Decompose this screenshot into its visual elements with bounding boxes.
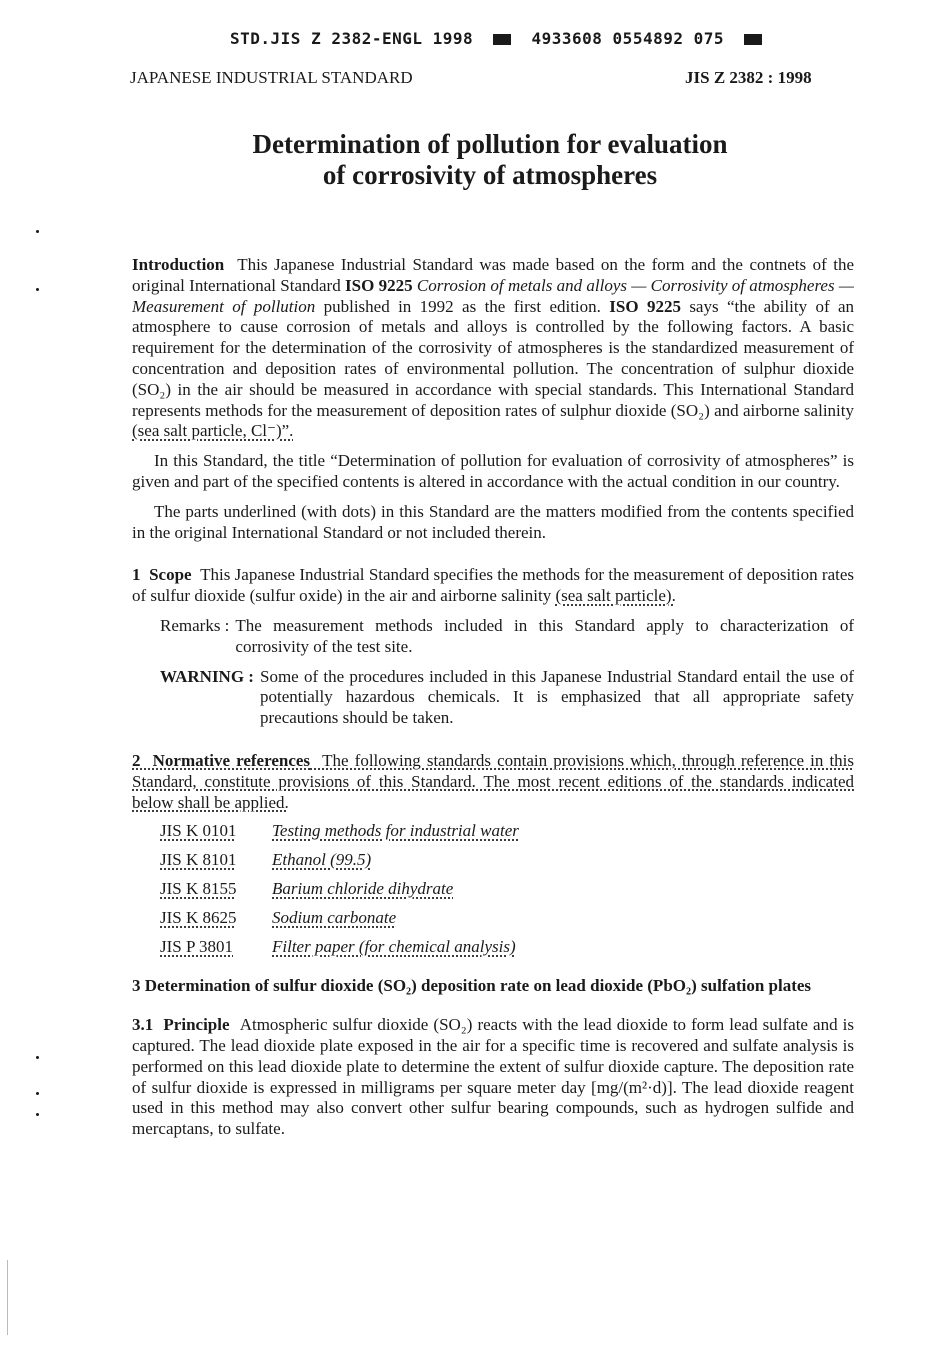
header-standard-name: JAPANESE INDUSTRIAL STANDARD xyxy=(130,68,413,87)
modified-text: (sea salt particle). xyxy=(555,586,676,606)
stamp-code: 4933608 xyxy=(531,29,603,48)
reference-item: JIS K 8155 Barium chloride dihydrate xyxy=(160,879,454,899)
header-standard-number: JIS Z 2382 : 1998 xyxy=(685,68,812,87)
stamp-id: STD.JIS Z 2382-ENGL 1998 xyxy=(230,29,474,48)
stamp-block xyxy=(493,34,511,45)
remarks-note: Remarks : The measurement methods included in this Standard apply to characterization of corrosivity of the test site. xyxy=(160,615,854,656)
scan-speck xyxy=(36,288,39,291)
reference-item: JIS K 8101 Ethanol (99.5) xyxy=(160,850,372,870)
document-body xyxy=(132,255,854,1140)
reference-list xyxy=(160,821,854,958)
stamp-code: 0554892 xyxy=(612,29,684,48)
document-title: Determination of pollution for evaluation of corrosivity of atmospheres xyxy=(252,129,728,190)
warning-note: WARNING : Some of the procedures included in this Japanese Industrial Standard entail the use of potentially hazardous chemicals. It is emphasized that all appropriate safety precautions should be taken. xyxy=(160,666,854,728)
intro-paragraph: In this Standard, the title “Determination of pollution for evaluation of corrosivity of atmospheres” is given and part of the specified contents is altered in accordance with the actual condition in our country. xyxy=(132,451,854,491)
intro-paragraph: The parts underlined (with dots) in this Standard are the matters modified from the contents specified in the original International Standard or not included therein. xyxy=(132,501,854,542)
stamp-code: 075 xyxy=(693,29,725,48)
scope-section: 1 Scope This Japanese Industrial Standard specifies the methods for the measurement of deposition rates of sulfur dioxide (sulfur oxide) in the air and airborne salinity (sea salt particle). xyxy=(132,565,854,606)
scan-speck xyxy=(36,1092,39,1095)
stamp-block xyxy=(744,34,762,45)
principle-paragraph: 3.1 Principle Atmospheric sulfur dioxide (SO₂) reacts with the lead dioxide to form lead sulfate and is captured. The lead dioxide plate exposed in the air for a specific time is recovered and sulfate analysis is performed on this lead dioxide plate to determine the extent of sulfur dioxide capture. The deposition rate of sulfur dioxide is expressed in milligrams per square meter day [mg/(m²·d)]. The lead dioxide reagent used in this method may also convert other sulfur bearing compounds, such as hydrogen sulfide and mercaptans, to sulfate. xyxy=(132,1015,855,1139)
intro-heading: Introduction xyxy=(132,255,225,274)
section-heading: Scope xyxy=(149,565,192,585)
reference-item: JIS P 3801 Filter paper (for chemical analysis) xyxy=(160,937,516,957)
subsection-heading: Principle xyxy=(163,1015,230,1035)
section-heading: Normative references xyxy=(152,750,311,770)
scan-stamp xyxy=(230,29,772,48)
references-section: 2 Normative references The following standards contain provisions which, through reference in this Standard, constitute provisions of this Standard. The most recent editions of the standards indicated below shall be applied. xyxy=(132,750,855,812)
section-3-heading: 3 Determination of sulfur dioxide (SO₂) deposition rate on lead dioxide (PbO₂) sulfation plates xyxy=(132,976,812,996)
scan-edge-mark xyxy=(7,1260,8,1335)
modified-text: (sea salt particle, Cl⁻)”. xyxy=(132,421,294,441)
intro-paragraph: Introduction This Japanese Industrial Standard was made based on the form and the contnets of the original International Standard ISO 9225 Corrosion of metals and alloys — Corrosivity of atmospheres — Measurement of pollution published in 1992 as the first edition. ISO 9225 says “the ability of an atmosphere to cause corrosion of metals and alloys is controlled by the following factors. A basic requirement for the determination of the corrosivity of atmospheres is the standardized measurement of concentration and deposition rates of environmental pollution. The concentration of sulphur dioxide (SO₂) in the air should be measured in accordance with special standards. This International Standard represents methods for the measurement of deposition rates of sulphur dioxide (SO₂) and airborne salinity (sea salt particle, Cl⁻)”. xyxy=(132,255,855,441)
scan-speck xyxy=(36,1056,39,1059)
scan-speck xyxy=(36,230,39,233)
reference-item: JIS K 0101 Testing methods for industrial water xyxy=(160,821,519,841)
reference-item: JIS K 8625 Sodium carbonate xyxy=(160,908,397,928)
scan-speck xyxy=(36,1113,39,1116)
